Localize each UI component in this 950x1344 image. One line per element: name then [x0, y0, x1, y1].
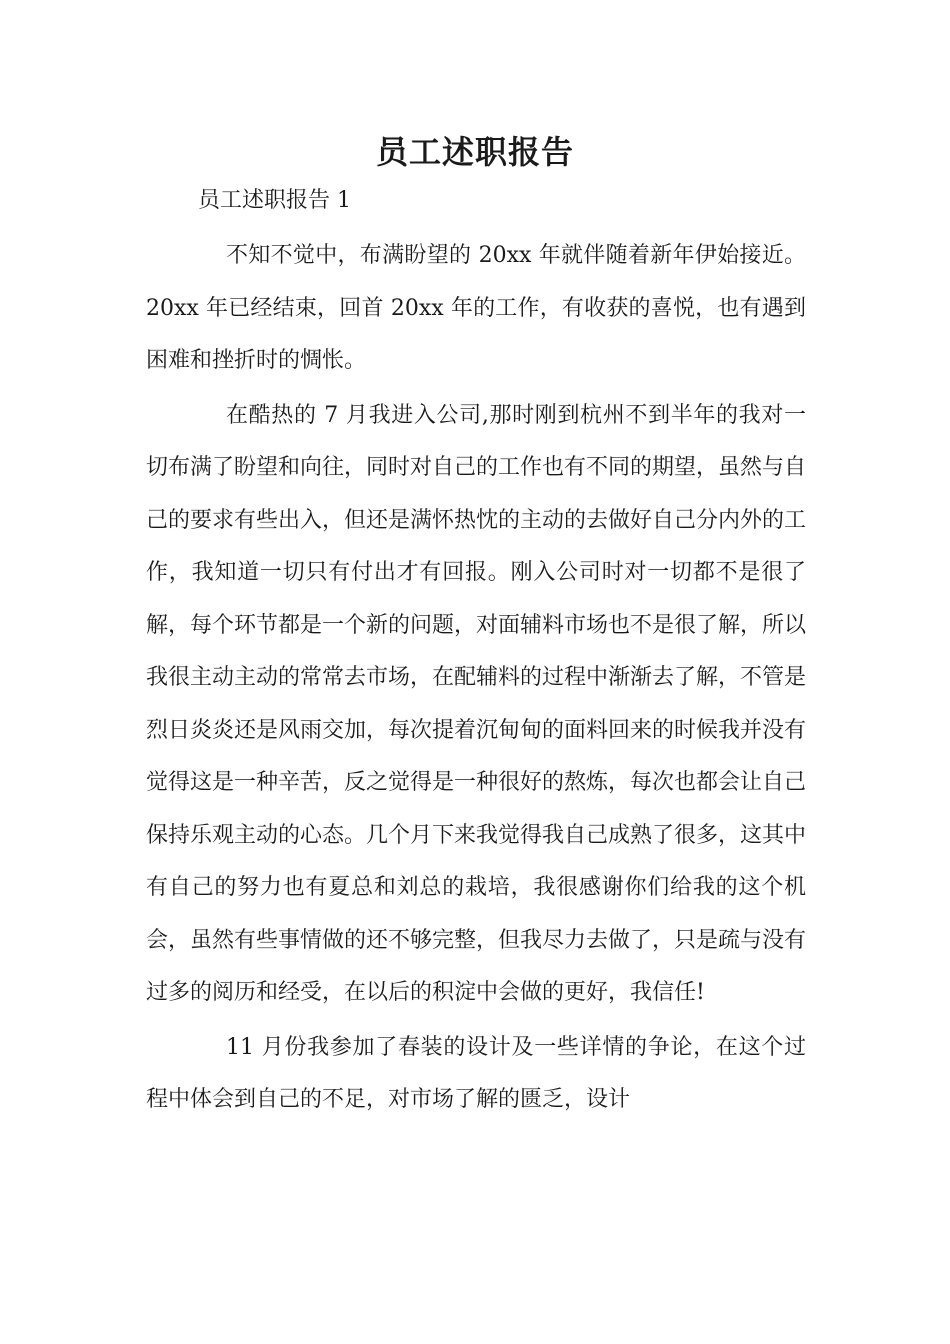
document-title: 员工述职报告	[375, 133, 574, 171]
paragraph-1: 不知不觉中，布满盼望的 20xx 年就伴随着新年伊始接近。20xx 年已经结束，回首 20xx 年的工作，有收获的喜悦，也有遇到困难和挫折时的惆怅。	[146, 243, 806, 373]
section-heading: 员工述职报告 1	[198, 188, 351, 213]
paragraph-3: 11 月份我参加了春装的设计及一些详情的争论，在这个过程中体会到自己的不足，对市场了解的匮乏，设计	[146, 1034, 806, 1112]
paragraph-2: 在酷热的 7 月我进入公司,那时刚到杭州不到半年的我对一切布满了盼望和向往，同时对自己的工作也有不同的期望，虽然与自己的要求有些出入，但还是满怀热忱的主动的去做好自己分内外的工作，我知道一切只有付出才有回报。刚入公司时对一切都不是很了解，每个环节都是一个新的问题，对面辅料市场也不是很了解，所以我很主动主动的常常去市场，在配辅料的过程中渐渐去了解，不管是烈日炎炎还是风雨交加，每次提着沉甸甸的面料回来的时候我并没有觉得这是一种辛苦，反之觉得是一种很好的熬炼，每次也都会让自己保持乐观主动的心态。几个月下来我觉得我自己成熟了很多，这其中有自己的努力也有夏总和刘总的栽培，我很感谢你们给我的这个机会，虽然有些事情做的还不够完整，但我尽力去做了，只是疏与没有过多的阅历和经受，在以后的积淀中会做的更好，我信任!	[146, 402, 807, 1005]
document-body	[146, 230, 806, 1127]
